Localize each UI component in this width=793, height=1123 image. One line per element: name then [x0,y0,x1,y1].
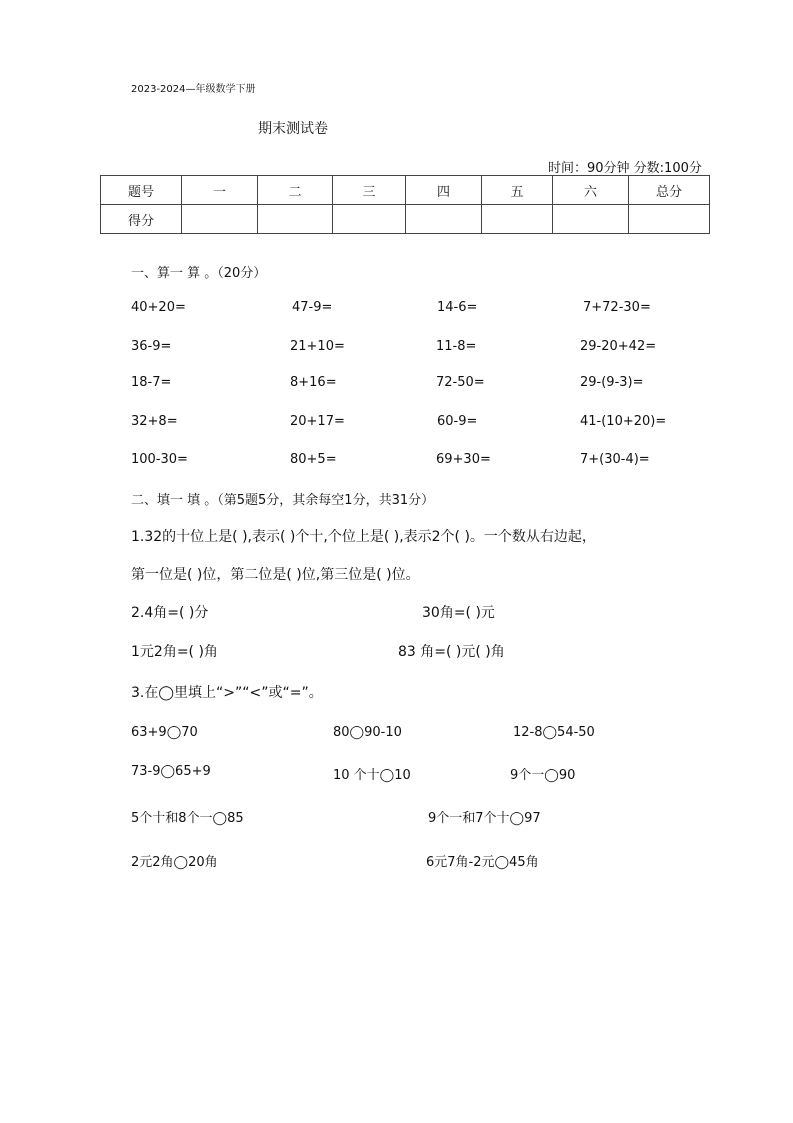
table-cell: 六 [553,176,629,205]
table-cell: 一 [182,176,258,205]
table-cell: 总分 [629,176,710,205]
question-2-c: 1元2角=( )角 [131,644,218,660]
score-entry-cell [333,205,406,234]
exam-title: 期末测试卷 [258,121,328,137]
comparison-item: 6元7角-2元◯45角 [426,855,539,870]
table-cell: 题号 [101,176,182,205]
table-cell: 三 [333,176,406,205]
problem: 47-9= [292,300,333,315]
score-entry-cell [406,205,482,234]
section1-heading: 一、算一 算 。（20分） [131,266,267,281]
comparison-item: 80◯90-10 [333,725,402,740]
table-cell: 得分 [101,205,182,234]
comparison-item: 5个十和8个一◯85 [131,811,244,826]
score-entry-cell [629,205,710,234]
problem: 36-9= [131,339,172,354]
table-cell: 四 [406,176,482,205]
problem: 11-8= [436,339,477,354]
comparison-item: 2元2角◯20角 [131,855,218,870]
score-entry-cell [553,205,629,234]
problem: 20+17= [290,414,345,429]
problem: 18-7= [131,375,172,390]
question-2-a: 2.4角=( )分 [131,605,209,621]
problem: 32+8= [131,414,178,429]
problem: 14-6= [437,300,478,315]
problem: 29-(9-3)= [580,375,644,390]
question-2-d: 83 角=( )元( )角 [398,644,505,660]
comparison-item: 12-8◯54-50 [513,725,595,740]
score-table-score-row [101,205,710,234]
score-entry-cell [258,205,333,234]
table-cell: 二 [258,176,333,205]
problem: 29-20+42= [580,339,657,354]
comparison-item: 9个一◯90 [510,768,576,783]
comparison-item: 73-9◯65+9 [131,764,211,779]
section2-heading: 二、填一 填 。（第5题5分，其余每空1分，共31分） [131,493,435,508]
problem: 7+(30-4)= [580,452,650,467]
problem: 69+30= [436,452,491,467]
score-entry-cell [182,205,258,234]
score-entry-cell [482,205,553,234]
score-table [100,175,710,234]
question-3-heading: 3.在◯里填上“>”“<”或“=”。 [131,685,323,701]
problem: 60-9= [437,414,478,429]
comparison-item: 10 个十◯10 [333,768,411,783]
question-1-line-1: 1.32的十位上是( ),表示( )个十,个位上是( ),表示2个( )。一个数从右边起， [131,529,596,545]
problem: 7+72-30= [583,300,651,315]
problem: 41-(10+20)= [580,414,667,429]
question-1-line-2: 第一位是( )位，第二位是( )位,第三位是( )位。 [131,567,420,583]
problem: 72-50= [436,375,485,390]
problem: 100-30= [131,452,188,467]
table-cell: 五 [482,176,553,205]
exam-header-line: 2023-2024—年级数学下册 [131,84,256,95]
comparison-item: 9个一和7个十◯97 [428,811,541,826]
problem: 8+16= [290,375,337,390]
question-2-b: 30角=( )元 [422,605,495,621]
comparison-item: 63+9◯70 [131,725,198,740]
score-table-header-row [101,176,710,205]
problem: 40+20= [131,300,186,315]
problem: 21+10= [290,339,345,354]
time-score-info: 时间：90分钟 分数:100分 [548,161,702,176]
problem: 80+5= [290,452,337,467]
